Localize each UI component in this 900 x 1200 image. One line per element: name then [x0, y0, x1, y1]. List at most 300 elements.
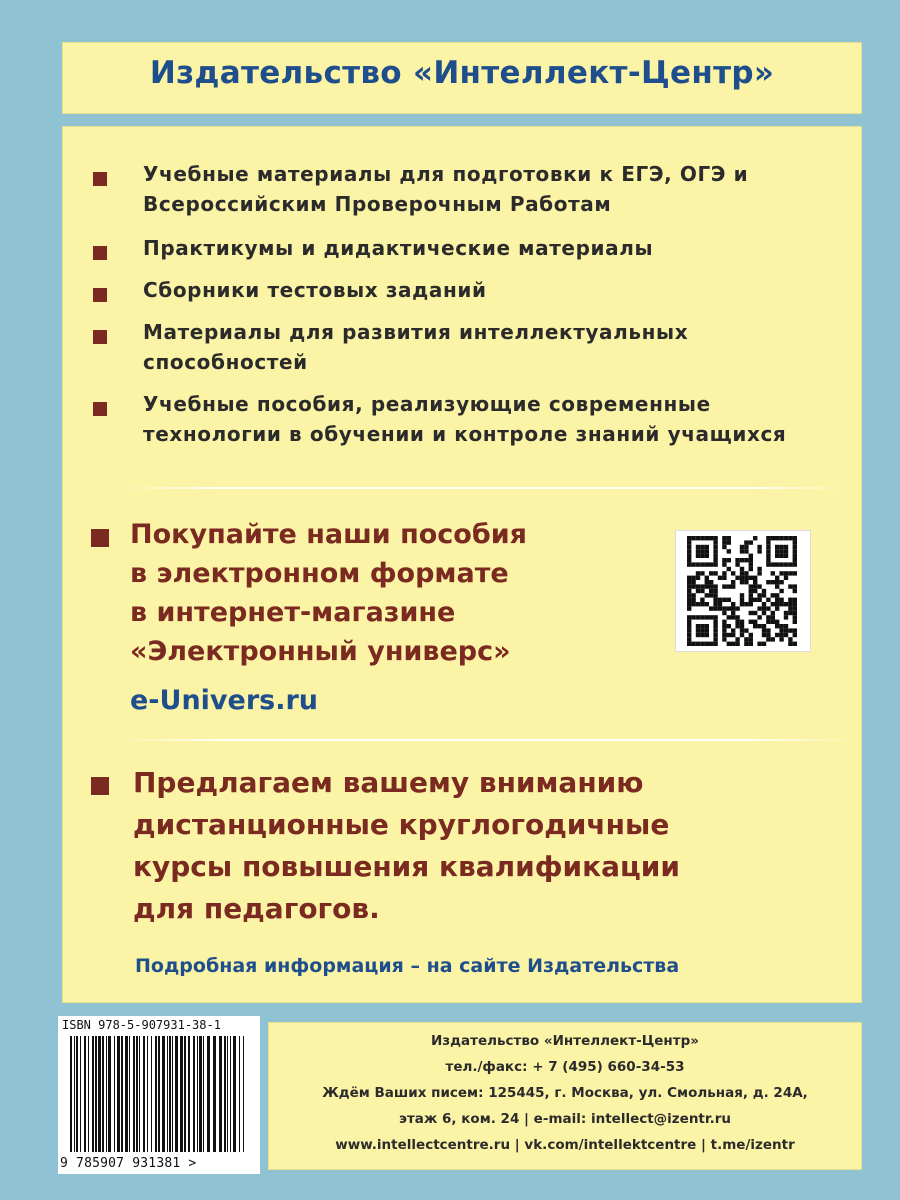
qr-module — [762, 602, 766, 606]
qr-module — [691, 576, 695, 580]
qr-module — [687, 584, 691, 588]
qr-module — [731, 602, 735, 606]
barcode-bar — [147, 1036, 148, 1152]
qr-module — [784, 562, 788, 566]
qr-module — [713, 545, 717, 549]
qr-module — [727, 642, 731, 646]
bullet-icon — [93, 402, 107, 416]
qr-module — [784, 615, 788, 619]
qr-module — [793, 606, 797, 610]
feature-item-2 — [143, 233, 653, 263]
bullet-icon — [93, 172, 107, 186]
qr-module — [713, 602, 717, 606]
qr-module — [705, 554, 709, 558]
qr-module — [766, 620, 770, 624]
barcode-bar — [197, 1036, 198, 1152]
qr-module — [691, 580, 695, 584]
qr-module — [749, 620, 753, 624]
qr-module — [771, 602, 775, 606]
qr-module — [687, 593, 691, 597]
qr-module — [696, 571, 700, 575]
barcode-bar — [76, 1036, 78, 1152]
qr-module — [771, 562, 775, 566]
qr-module — [705, 576, 709, 580]
qr-module — [793, 628, 797, 632]
qr-module — [696, 633, 700, 637]
qr-module — [744, 545, 748, 549]
qr-module — [740, 624, 744, 628]
barcode-bar — [143, 1036, 145, 1152]
qr-module — [691, 536, 695, 540]
bullet-icon — [91, 777, 109, 795]
barcode-bar — [155, 1036, 157, 1152]
qr-module — [709, 642, 713, 646]
qr-module — [749, 642, 753, 646]
qr-module — [735, 606, 739, 610]
qr-module — [727, 558, 731, 562]
qr-module — [735, 558, 739, 562]
qr-module — [722, 584, 726, 588]
qr-module — [788, 602, 792, 606]
qr-module — [713, 554, 717, 558]
barcode-bar — [133, 1036, 135, 1152]
qr-module — [727, 567, 731, 571]
barcode-bar — [203, 1036, 204, 1152]
qr-module — [779, 571, 783, 575]
qr-module — [766, 606, 770, 610]
qr-module — [757, 571, 761, 575]
qr-module — [744, 558, 748, 562]
qr-module — [735, 562, 739, 566]
qr-module — [793, 545, 797, 549]
qr-module — [771, 615, 775, 619]
barcode-bar — [224, 1036, 226, 1152]
qr-module — [784, 633, 788, 637]
publisher-title: Издательство «Интеллект-Центр» — [149, 55, 775, 91]
qr-module — [775, 593, 779, 597]
qr-module — [722, 540, 726, 544]
qr-module — [771, 593, 775, 597]
qr-module — [762, 624, 766, 628]
feature-item-5-line-1: Учебные пособия, реализующие современные — [143, 392, 711, 416]
barcode-bar — [114, 1036, 115, 1152]
qr-module — [705, 633, 709, 637]
qr-module — [749, 593, 753, 597]
qr-module — [727, 615, 731, 619]
qr-module — [691, 642, 695, 646]
contact-websites[interactable]: www.intellectcentre.ru | vk.com/intellektcentre | t.me/izentr — [335, 1137, 795, 1153]
qr-module — [757, 624, 761, 628]
feature-item-3-line-1: Сборники тестовых заданий — [143, 278, 487, 302]
qr-module — [749, 540, 753, 544]
qr-code-icon[interactable] — [675, 530, 811, 652]
qr-module — [766, 540, 770, 544]
qr-module — [779, 554, 783, 558]
qr-module — [731, 628, 735, 632]
qr-module — [687, 554, 691, 558]
qr-module — [718, 602, 722, 606]
qr-module — [788, 571, 792, 575]
barcode-bar — [188, 1036, 190, 1152]
barcode-bar — [239, 1036, 240, 1152]
qr-module — [779, 562, 783, 566]
qr-module — [775, 620, 779, 624]
barcode-bar — [167, 1036, 168, 1152]
qr-module — [753, 536, 757, 540]
qr-module — [793, 571, 797, 575]
feature-item-4-line-1: Материалы для развития интеллектуальных — [143, 320, 689, 344]
qr-module — [713, 549, 717, 553]
qr-module — [709, 580, 713, 584]
qr-module — [740, 602, 744, 606]
feature-item-4 — [143, 317, 688, 377]
qr-module — [705, 602, 709, 606]
qr-module — [691, 602, 695, 606]
qr-module — [779, 545, 783, 549]
qr-module — [771, 536, 775, 540]
qr-module — [727, 633, 731, 637]
qr-module — [713, 540, 717, 544]
feature-item-2-line-1: Практикумы и дидактические материалы — [143, 236, 654, 260]
barcode-bar — [95, 1036, 97, 1152]
barcode-bar — [121, 1036, 123, 1152]
qr-module — [771, 580, 775, 584]
qr-module — [749, 562, 753, 566]
qr-module — [788, 637, 792, 641]
qr-module — [687, 620, 691, 624]
section-divider — [118, 739, 853, 741]
promo-line-1: Покупайте наши пособия — [130, 519, 527, 550]
qr-module — [740, 620, 744, 624]
qr-module — [775, 562, 779, 566]
barcode-bar — [184, 1036, 186, 1152]
qr-module — [788, 584, 792, 588]
qr-module — [744, 642, 748, 646]
qr-module — [696, 602, 700, 606]
qr-module — [687, 615, 691, 619]
qr-module — [713, 584, 717, 588]
qr-module — [740, 628, 744, 632]
qr-module — [771, 637, 775, 641]
barcode-bar — [180, 1036, 183, 1152]
qr-module — [696, 554, 700, 558]
qr-module — [722, 562, 726, 566]
barcode-bar — [199, 1036, 202, 1152]
isbn-label: ISBN 978-5-907931-38-1 — [62, 1018, 221, 1032]
qr-module — [753, 598, 757, 602]
isbn-barcode-panel — [58, 1016, 260, 1174]
contact-address: Ждём Ваших писем: 125445, г. Москва, ул. Смольная, д. 24А, — [322, 1085, 808, 1101]
barcode-bar — [169, 1036, 171, 1152]
qr-module — [740, 580, 744, 584]
qr-module — [753, 589, 757, 593]
qr-module — [687, 602, 691, 606]
qr-module — [749, 598, 753, 602]
qr-module — [784, 602, 788, 606]
qr-module — [784, 554, 788, 558]
barcode-bar — [80, 1036, 81, 1152]
qr-module — [775, 606, 779, 610]
qr-module — [762, 633, 766, 637]
qr-module — [793, 540, 797, 544]
qr-module — [793, 633, 797, 637]
qr-module — [744, 580, 748, 584]
qr-module — [749, 589, 753, 593]
barcode-bar — [106, 1036, 107, 1152]
qr-module — [762, 611, 766, 615]
barcode-bar — [207, 1036, 210, 1152]
qr-module — [766, 549, 770, 553]
qr-module — [784, 549, 788, 553]
contact-phone: тел./факс: + 7 (495) 660-34-53 — [445, 1059, 685, 1075]
qr-module — [722, 633, 726, 637]
bullet-icon — [93, 246, 107, 260]
barcode-bar — [162, 1036, 165, 1152]
qr-module — [718, 606, 722, 610]
qr-module — [687, 628, 691, 632]
barcode-bar — [92, 1036, 94, 1152]
qr-module — [749, 558, 753, 562]
qr-module — [687, 540, 691, 544]
qr-module — [779, 536, 783, 540]
qr-module — [735, 576, 739, 580]
barcode-bar — [193, 1036, 195, 1152]
qr-module — [705, 562, 709, 566]
qr-module — [687, 633, 691, 637]
barcode-bar — [125, 1036, 128, 1152]
qr-module — [775, 536, 779, 540]
qr-module — [779, 598, 783, 602]
qr-module — [700, 584, 704, 588]
contact-email[interactable]: этаж 6, ком. 24 | e-mail: intellect@izentr.ru — [398, 1111, 732, 1127]
bullet-icon — [93, 288, 107, 302]
qr-module — [700, 628, 704, 632]
qr-module — [713, 615, 717, 619]
qr-module — [687, 545, 691, 549]
qr-module — [713, 633, 717, 637]
qr-module — [727, 598, 731, 602]
qr-module — [709, 606, 713, 610]
qr-module — [735, 615, 739, 619]
qr-module — [749, 633, 753, 637]
qr-module — [687, 558, 691, 562]
barcode-bar — [108, 1036, 111, 1152]
qr-module — [757, 615, 761, 619]
qr-module — [779, 624, 783, 628]
qr-module — [700, 633, 704, 637]
qr-module — [753, 580, 757, 584]
qr-module — [779, 602, 783, 606]
qr-module — [753, 611, 757, 615]
qr-module — [753, 576, 757, 580]
barcode-bar — [158, 1036, 160, 1152]
feature-item-1-line-2: Всероссийским Проверочным Работам — [143, 192, 612, 216]
qr-module — [784, 536, 788, 540]
qr-module — [709, 584, 713, 588]
qr-module — [793, 611, 797, 615]
qr-module — [740, 567, 744, 571]
qr-module — [749, 602, 753, 606]
barcode-bar — [70, 1036, 72, 1152]
qr-module — [731, 606, 735, 610]
qr-module — [766, 554, 770, 558]
barcode-bar — [233, 1036, 236, 1152]
qr-module — [700, 602, 704, 606]
barcode-bar — [139, 1036, 140, 1152]
qr-module — [753, 624, 757, 628]
qr-module — [731, 615, 735, 619]
qr-module — [709, 589, 713, 593]
barcode-bar — [219, 1036, 222, 1152]
feature-item-5 — [143, 389, 786, 449]
qr-module — [735, 637, 739, 641]
qr-module — [779, 580, 783, 584]
barcode-bar — [230, 1036, 231, 1152]
qr-module — [696, 642, 700, 646]
promo-line-4: «Электронный универс» — [130, 636, 511, 667]
qr-module — [731, 611, 735, 615]
qr-module — [793, 589, 797, 593]
qr-module — [687, 549, 691, 553]
qr-module — [788, 562, 792, 566]
barcode-bar — [213, 1036, 216, 1152]
qr-module — [696, 589, 700, 593]
barcode-bar — [172, 1036, 173, 1152]
qr-module — [784, 628, 788, 632]
qr-module — [766, 615, 770, 619]
qr-module — [775, 598, 779, 602]
qr-module — [722, 576, 726, 580]
feature-item-1 — [143, 159, 748, 219]
qr-module — [740, 558, 744, 562]
qr-module — [722, 637, 726, 641]
qr-module — [744, 571, 748, 575]
courses-text — [133, 762, 680, 930]
qr-module — [696, 549, 700, 553]
qr-module — [771, 611, 775, 615]
qr-module — [749, 567, 753, 571]
qr-module — [740, 576, 744, 580]
qr-module — [779, 589, 783, 593]
barcode-bar — [98, 1036, 101, 1152]
barcode-bar — [117, 1036, 120, 1152]
contact-publisher: Издательство «Интеллект-Центр» — [431, 1033, 699, 1049]
details-info-line: Подробная информация – на сайте Издательства — [135, 955, 680, 977]
qr-module — [705, 628, 709, 632]
qr-module — [784, 576, 788, 580]
qr-module — [771, 571, 775, 575]
qr-module — [749, 584, 753, 588]
barcode-icon — [70, 1036, 250, 1156]
qr-module — [705, 536, 709, 540]
qr-module — [705, 624, 709, 628]
qr-module — [793, 602, 797, 606]
barcode-bar — [84, 1036, 86, 1152]
barcode-digits: 9 785907 931381 > — [60, 1156, 197, 1171]
qr-module — [691, 598, 695, 602]
barcode-bar — [136, 1036, 138, 1152]
qr-module — [709, 615, 713, 619]
qr-module — [744, 549, 748, 553]
qr-module — [744, 602, 748, 606]
qr-module — [788, 598, 792, 602]
qr-module — [696, 628, 700, 632]
qr-module — [691, 562, 695, 566]
qr-module — [696, 624, 700, 628]
qr-code-graphic — [676, 531, 810, 651]
qr-module — [775, 576, 779, 580]
qr-module — [696, 536, 700, 540]
qr-module — [779, 628, 783, 632]
qr-module — [793, 562, 797, 566]
qr-module — [700, 545, 704, 549]
qr-module — [705, 549, 709, 553]
promo-line-3: в интернет-магазине — [130, 597, 456, 628]
qr-module — [687, 624, 691, 628]
qr-module — [691, 615, 695, 619]
main-panel — [62, 126, 862, 1003]
barcode-bar — [243, 1036, 244, 1152]
qr-module — [779, 633, 783, 637]
qr-module — [722, 558, 726, 562]
qr-module — [696, 576, 700, 580]
qr-module — [740, 545, 744, 549]
qr-module — [713, 637, 717, 641]
qr-module — [757, 642, 761, 646]
qr-module — [766, 580, 770, 584]
qr-module — [700, 624, 704, 628]
qr-module — [705, 580, 709, 584]
e-univers-link[interactable]: e-Univers.ru — [130, 685, 319, 716]
qr-module — [687, 576, 691, 580]
section-divider — [118, 487, 853, 489]
qr-module — [771, 620, 775, 624]
qr-module — [731, 584, 735, 588]
qr-module — [713, 536, 717, 540]
feature-item-4-line-2: способностей — [143, 350, 308, 374]
qr-module — [705, 545, 709, 549]
qr-module — [713, 624, 717, 628]
qr-module — [705, 615, 709, 619]
qr-module — [775, 624, 779, 628]
qr-module — [757, 606, 761, 610]
qr-module — [766, 536, 770, 540]
qr-module — [788, 536, 792, 540]
qr-module — [744, 637, 748, 641]
qr-module — [713, 558, 717, 562]
qr-module — [696, 545, 700, 549]
qr-module — [722, 620, 726, 624]
qr-module — [727, 536, 731, 540]
qr-module — [740, 593, 744, 597]
qr-module — [687, 642, 691, 646]
qr-module — [731, 580, 735, 584]
qr-module — [775, 584, 779, 588]
qr-module — [793, 620, 797, 624]
qr-module — [788, 628, 792, 632]
qr-module — [718, 576, 722, 580]
qr-module — [705, 584, 709, 588]
qr-module — [788, 606, 792, 610]
qr-module — [687, 637, 691, 641]
qr-module — [762, 642, 766, 646]
qr-module — [793, 549, 797, 553]
feature-item-5-line-2: технологии в обучении и контроле знаний учащихся — [143, 422, 787, 446]
qr-module — [740, 571, 744, 575]
qr-module — [731, 633, 735, 637]
qr-module — [775, 549, 779, 553]
barcode-bar — [74, 1036, 75, 1152]
